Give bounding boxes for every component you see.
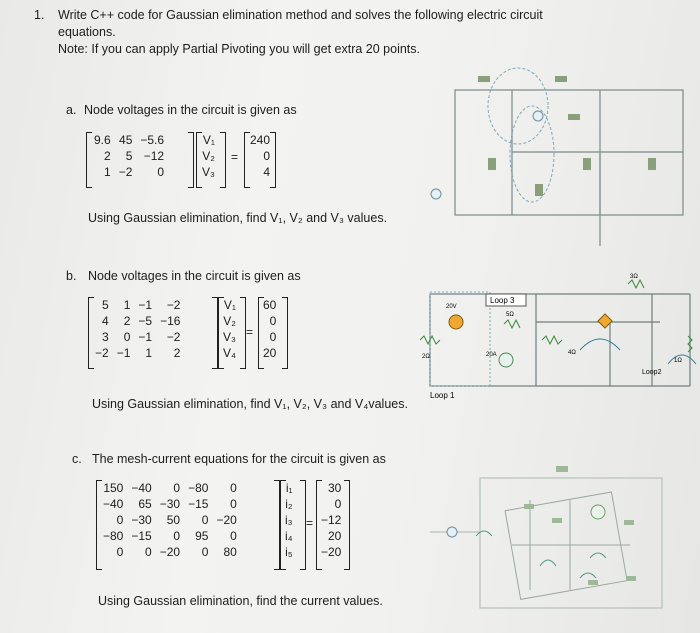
loop-arrow-icon (590, 553, 606, 558)
matrix-cell: 3 (102, 330, 109, 344)
vector-cell: 240 (250, 133, 271, 147)
part-a-intro: Node voltages in the circuit is given as (84, 103, 297, 117)
vector-cell: V₄ (223, 346, 236, 360)
matrix-cell: 4 (102, 314, 109, 328)
vector-cell: 20 (263, 346, 277, 360)
vector-cell: V₃ (223, 330, 236, 344)
loop-arrow-icon (580, 573, 596, 578)
circuit-label: 2Ω (422, 354, 430, 360)
loop-outline (510, 106, 554, 202)
matrix-cell: 1 (104, 165, 111, 179)
part-c-task: Using Gaussian elimination, find the current values. (98, 594, 383, 608)
matrix-cell: 9.6 (94, 133, 111, 147)
question-text: Write C++ code for Gaussian elimination method and solves the following electric circuit (58, 8, 543, 22)
matrix-cell: 1 (145, 346, 153, 360)
matrix-cell: 0 (201, 545, 209, 559)
question-text-continued: equations. (58, 25, 116, 39)
matrix-cell: 0 (201, 513, 209, 527)
question-note: Note: If you can apply Partial Pivoting you will get extra 20 points. (58, 42, 420, 56)
vector-cell: V₁ (202, 133, 215, 147)
circuit-label: Loop 3 (490, 296, 515, 305)
matrix-cell: 2 (123, 314, 131, 328)
part-c-label: c. (72, 452, 82, 466)
loop-arrow-icon (580, 339, 620, 350)
vector-cell: i₅ (285, 545, 293, 559)
current-source-icon (499, 353, 513, 367)
matrix-cell: −5.6 (140, 133, 165, 147)
vector-cell: 0 (269, 314, 277, 328)
vector-cell: V₃ (202, 165, 215, 179)
resistor-icon (488, 158, 496, 170)
circuit-label: Loop2 (642, 369, 662, 376)
part-b-intro: Node voltages in the circuit is given as (88, 269, 301, 283)
equals-sign: = (306, 516, 314, 530)
matrix-cell: 5 (125, 149, 133, 163)
circuit-diagram-b (420, 272, 700, 412)
vector-cell: i₁ (285, 481, 293, 495)
vector-cell: 60 (263, 298, 277, 312)
part-a-variable-vector (196, 132, 219, 180)
vector-cell: 0 (263, 149, 271, 163)
circuit-label: 4Ω (568, 350, 576, 356)
matrix-cell: 80 (223, 545, 237, 559)
circuit-label: Loop 1 (430, 391, 455, 400)
matrix-cell: −1 (138, 330, 153, 344)
matrix-cell: −80 (188, 481, 209, 495)
matrix-cell: −30 (159, 497, 181, 511)
part-a-rhs-vector (244, 132, 274, 180)
part-b-coefficient-matrix (88, 297, 184, 361)
vector-cell: i₃ (285, 513, 293, 527)
matrix-cell: 150 (103, 481, 124, 495)
matrix-row (90, 132, 168, 148)
resistor-icon (648, 158, 656, 170)
matrix-row (90, 148, 168, 164)
matrix-cell: 0 (230, 529, 237, 543)
resistor-icon (588, 580, 598, 585)
vector-cell: −20 (321, 545, 342, 559)
matrix-cell: 0 (230, 481, 237, 495)
matrix-cell: −15 (188, 497, 209, 511)
part-b-label: b. (66, 269, 77, 283)
matrix-cell: 1 (123, 298, 131, 312)
resistor-icon (552, 518, 562, 523)
resistor-icon (535, 184, 543, 196)
resistor-icon (556, 466, 568, 472)
matrix-cell: −2 (95, 346, 109, 360)
circuit-label: 1Ω (674, 358, 682, 364)
part-c-intro: The mesh-current equations for the circuit is given as (92, 452, 386, 466)
part-a-task: Using Gaussian elimination, find V₁, V₂ and V₃ values. (88, 211, 388, 225)
matrix-cell: 0 (123, 330, 131, 344)
matrix-row (90, 164, 168, 180)
vector-cell: −12 (321, 513, 342, 527)
vector-cell: V₁ (223, 298, 236, 312)
matrix-cell: 0 (173, 481, 181, 495)
vector-cell: 20 (328, 529, 342, 543)
matrix-cell: −20 (216, 513, 237, 527)
vector-cell: V₂ (223, 314, 236, 328)
vector-cell: 0 (334, 497, 342, 511)
matrix-cell: −2 (166, 298, 181, 312)
resistor-icon (624, 520, 634, 525)
voltage-source-icon (449, 315, 463, 329)
part-b-variable-vector (218, 297, 240, 361)
resistor-icon (478, 76, 490, 82)
matrix-cell: 2 (173, 346, 181, 360)
matrix-cell: 0 (116, 513, 124, 527)
loop-arrow-icon (540, 560, 556, 566)
matrix-cell: −2 (166, 330, 181, 344)
matrix-cell: −40 (103, 497, 124, 511)
loop-arrow-icon (668, 355, 696, 364)
vector-cell: 0 (269, 330, 277, 344)
question-number: 1. (34, 8, 45, 22)
circuit-label: 20A (486, 352, 497, 358)
part-b-rhs-vector (258, 297, 280, 361)
matrix-cell: −1 (138, 298, 153, 312)
circuit-label: 20V (446, 304, 457, 310)
matrix-cell: 50 (166, 513, 181, 527)
vector-cell: i₄ (285, 529, 293, 543)
matrix-cell: 0 (116, 545, 124, 559)
vector-cell: V₂ (202, 149, 215, 163)
matrix-cell: −30 (131, 513, 152, 527)
equals-sign: = (231, 150, 239, 164)
loop-outline (488, 68, 548, 144)
vector-cell: 4 (263, 165, 271, 179)
resistor-icon (555, 76, 567, 82)
part-c-coefficient-matrix (96, 480, 241, 560)
matrix-cell: −16 (160, 314, 181, 328)
resistor-icon (583, 158, 591, 170)
matrix-cell: 0 (145, 545, 152, 559)
matrix-cell: −12 (143, 149, 165, 163)
matrix-cell: −40 (131, 481, 152, 495)
voltage-source-icon (431, 189, 441, 199)
matrix-cell: −80 (103, 529, 124, 543)
circuit-diagram-c (420, 460, 680, 620)
vector-cell: i₂ (285, 497, 293, 511)
matrix-cell: 45 (119, 133, 133, 147)
matrix-cell: 95 (195, 529, 209, 543)
matrix-cell: 2 (104, 149, 111, 163)
matrix-cell: 0 (157, 165, 165, 179)
circuit-label: 3Ω (630, 274, 638, 280)
matrix-cell: 5 (102, 298, 109, 312)
part-a-label: a. (66, 103, 77, 117)
part-c-variable-vector (280, 480, 297, 560)
loop-outline (430, 292, 490, 386)
matrix-cell: −20 (159, 545, 181, 559)
matrix-cell: 0 (230, 497, 237, 511)
part-c-rhs-vector (316, 480, 345, 560)
matrix-cell: 0 (173, 529, 181, 543)
vector-cell: 30 (328, 481, 342, 495)
voltage-source-icon (533, 111, 543, 121)
matrix-cell: −2 (118, 165, 133, 179)
resistor-icon (626, 576, 636, 581)
matrix-cell: −15 (131, 529, 152, 543)
resistor-icon (542, 336, 562, 344)
equals-sign: = (246, 325, 254, 339)
voltage-source-icon (447, 527, 457, 537)
circuit-diagram-a (420, 66, 690, 246)
matrix-cell: −5 (138, 314, 153, 328)
resistor-icon (524, 504, 534, 509)
resistor-icon (628, 280, 644, 288)
matrix-cell: 65 (138, 497, 152, 511)
matrix-cell: −1 (116, 346, 131, 360)
part-a-coefficient-matrix (86, 132, 168, 180)
part-a-matrix-table (90, 132, 168, 180)
resistor-icon (504, 320, 520, 328)
circuit-label: 5Ω (506, 312, 514, 318)
current-source-icon (591, 505, 605, 519)
resistor-icon (568, 114, 580, 120)
part-b-task: Using Gaussian elimination, find V₁, V₂, V₃ and V₄values. (92, 397, 408, 411)
